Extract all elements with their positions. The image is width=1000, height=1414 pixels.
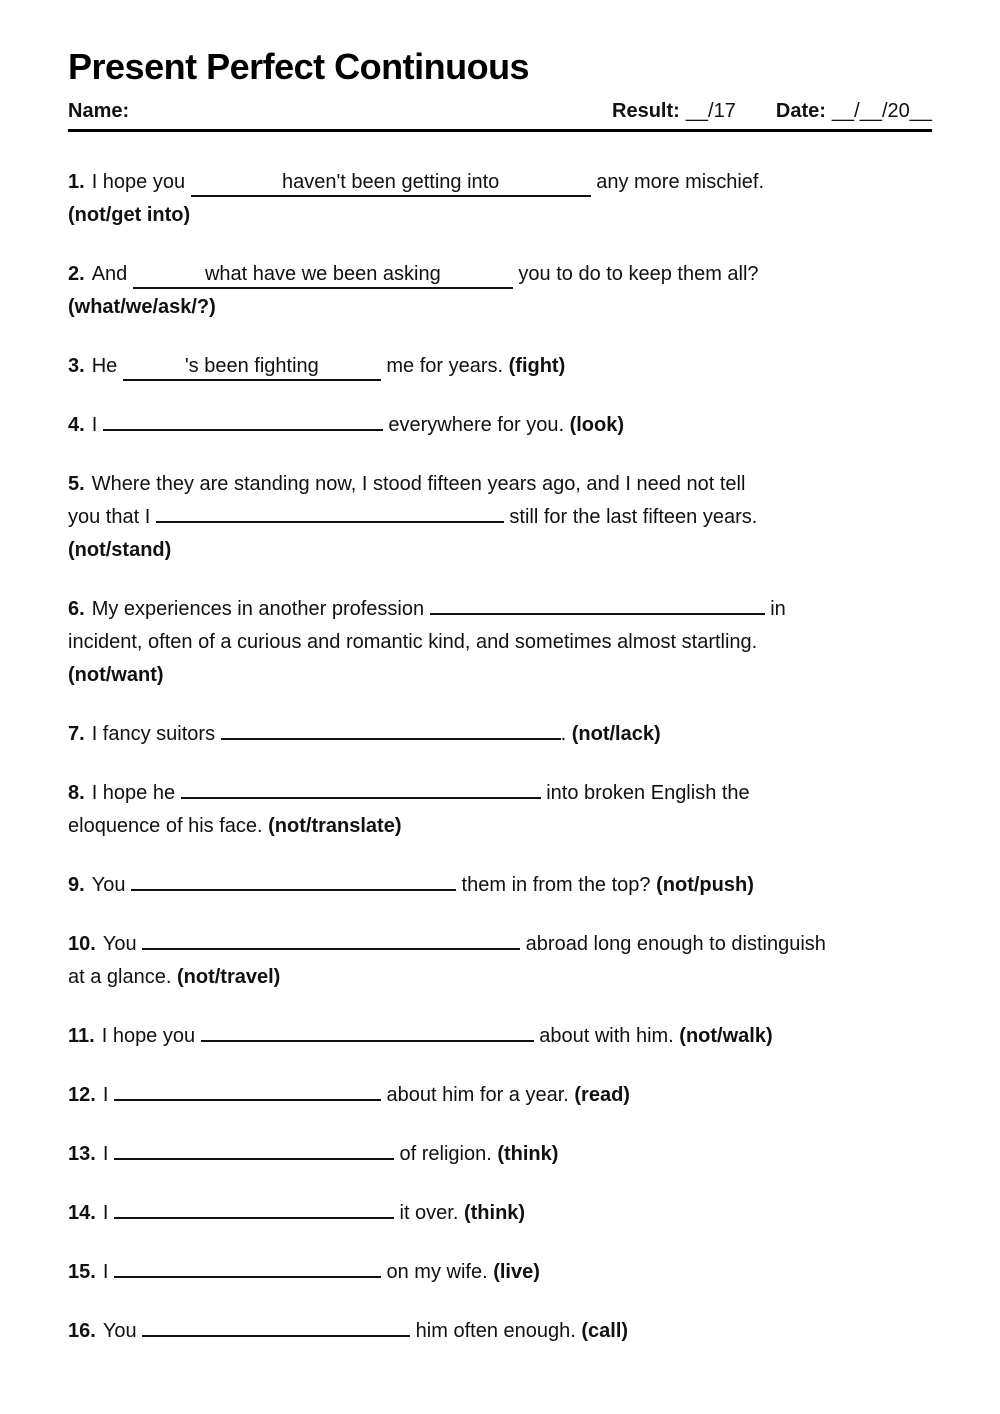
exercise-text: you to do to keep them all? xyxy=(512,263,759,285)
answer-blank[interactable] xyxy=(114,1157,394,1160)
exercise-item xyxy=(68,350,932,383)
answer-blank[interactable] xyxy=(114,1216,394,1219)
verb-hint: (think) xyxy=(463,1202,526,1224)
exercise-item xyxy=(68,1079,932,1112)
exercise-item xyxy=(68,1315,932,1348)
answer-blank-filled[interactable]: what have we been asking xyxy=(133,262,513,289)
date-value[interactable]: __/__/20__ xyxy=(831,100,932,122)
answer-blank[interactable] xyxy=(103,428,383,431)
exercise-text: into broken English the xyxy=(540,782,750,804)
answer-blank[interactable] xyxy=(156,520,504,523)
exercise-text: I xyxy=(102,1143,114,1165)
exercise-number: 7. xyxy=(68,723,85,745)
exercise-item xyxy=(68,718,932,751)
result-value[interactable]: __/17 xyxy=(685,100,736,122)
exercise-text: You xyxy=(102,933,143,955)
exercise-text: any more mischief. xyxy=(590,171,765,193)
exercise-item xyxy=(68,468,932,567)
answer-blank[interactable] xyxy=(221,737,561,740)
exercise-item xyxy=(68,1256,932,1289)
verb-hint: (not/translate) xyxy=(268,815,402,837)
answer-blank[interactable] xyxy=(181,796,541,799)
exercise-number: 16. xyxy=(68,1320,96,1342)
exercise-text: I fancy suitors xyxy=(91,723,221,745)
answer-blank[interactable] xyxy=(131,888,456,891)
exercise-number: 8. xyxy=(68,782,85,804)
exercise-number: 5. xyxy=(68,473,85,495)
exercise-number: 9. xyxy=(68,874,85,896)
exercise-text: them in from the top? xyxy=(456,874,657,896)
header-row xyxy=(68,100,932,132)
date-group xyxy=(776,100,932,123)
exercise-item xyxy=(68,777,932,843)
exercise-item xyxy=(68,1138,932,1171)
exercise-list xyxy=(68,166,932,1348)
exercise-text: He xyxy=(91,355,123,377)
verb-hint: (live) xyxy=(493,1261,540,1283)
exercise-text: And xyxy=(91,263,133,285)
exercise-item xyxy=(68,1020,932,1053)
exercise-text: still for the last fifteen years. xyxy=(503,506,758,528)
verb-hint: (what/we/ask/?) xyxy=(68,296,216,318)
verb-hint: (not/walk) xyxy=(679,1025,773,1047)
verb-hint: (look) xyxy=(569,414,624,436)
answer-blank[interactable] xyxy=(430,612,765,615)
verb-hint: (not/stand) xyxy=(68,539,172,561)
exercise-text: him often enough. xyxy=(410,1320,582,1342)
verb-hint: (not/push) xyxy=(656,874,754,896)
exercise-text: you that I xyxy=(68,506,156,528)
exercise-text: I xyxy=(102,1084,114,1106)
answer-blank-filled[interactable]: haven't been getting into xyxy=(191,170,591,197)
exercise-text: me for years. xyxy=(380,355,509,377)
answer-blank[interactable] xyxy=(142,947,520,950)
exercise-text: Where they are standing now, I stood fifteen years ago, and I need not tell xyxy=(91,473,746,495)
answer-blank[interactable] xyxy=(201,1039,534,1042)
exercise-number: 12. xyxy=(68,1084,96,1106)
exercise-number: 1. xyxy=(68,171,85,193)
exercise-number: 13. xyxy=(68,1143,96,1165)
exercise-number: 4. xyxy=(68,414,85,436)
name-label: Name: xyxy=(68,100,130,122)
exercise-number: 11. xyxy=(68,1025,95,1047)
exercise-text: . xyxy=(560,723,572,745)
page-title: Present Perfect Continuous xyxy=(68,46,530,87)
exercise-text: at a glance. xyxy=(68,966,177,988)
exercise-text: everywhere for you. xyxy=(382,414,570,436)
exercise-text: I xyxy=(102,1202,114,1224)
exercise-text: You xyxy=(91,874,131,896)
verb-hint: (think) xyxy=(497,1143,559,1165)
verb-hint: (read) xyxy=(574,1084,630,1106)
result-label: Result: xyxy=(612,100,680,122)
exercise-text: it over. xyxy=(393,1202,464,1224)
exercise-item xyxy=(68,1197,932,1230)
exercise-text: of religion. xyxy=(393,1143,498,1165)
exercise-number: 2. xyxy=(68,263,85,285)
answer-blank[interactable] xyxy=(142,1334,410,1337)
exercise-item xyxy=(68,409,932,442)
date-label: Date: xyxy=(775,100,826,122)
exercise-text: eloquence of his face. xyxy=(68,815,269,837)
verb-hint: (not/want) xyxy=(68,664,164,686)
exercise-number: 3. xyxy=(68,355,85,377)
exercise-number: 15. xyxy=(68,1261,96,1283)
verb-hint: (call) xyxy=(581,1320,629,1342)
exercise-item xyxy=(68,593,932,692)
exercise-text: I xyxy=(102,1261,114,1283)
exercise-text: in xyxy=(764,598,786,620)
answer-blank[interactable] xyxy=(114,1275,381,1278)
exercise-text: on my wife. xyxy=(380,1261,494,1283)
exercise-text: abroad long enough to distinguish xyxy=(520,933,826,955)
exercise-text: about him for a year. xyxy=(380,1084,575,1106)
exercise-item xyxy=(68,258,932,324)
answer-blank[interactable] xyxy=(114,1098,381,1101)
exercise-item xyxy=(68,928,932,994)
exercise-text: I xyxy=(91,414,103,436)
verb-hint: (not/lack) xyxy=(571,723,661,745)
exercise-number: 10. xyxy=(68,933,96,955)
verb-hint: (not/travel) xyxy=(176,966,281,988)
exercise-text: You xyxy=(102,1320,143,1342)
exercise-text: I hope you xyxy=(101,1025,201,1047)
verb-hint: (fight) xyxy=(508,355,566,377)
exercise-number: 14. xyxy=(68,1202,96,1224)
exercise-number: 6. xyxy=(68,598,85,620)
exercise-item xyxy=(68,166,932,232)
exercise-text: I hope he xyxy=(91,782,181,804)
exercise-text: incident, often of a curious and romantic kind, and sometimes almost startling. xyxy=(68,631,758,653)
exercise-text: about with him. xyxy=(533,1025,680,1047)
result-group xyxy=(612,100,736,123)
exercise-item xyxy=(68,869,932,902)
answer-blank-filled[interactable]: 's been fighting xyxy=(123,354,381,381)
exercise-text: My experiences in another profession xyxy=(91,598,430,620)
exercise-text: I hope you xyxy=(91,171,191,193)
verb-hint: (not/get into) xyxy=(68,204,191,226)
